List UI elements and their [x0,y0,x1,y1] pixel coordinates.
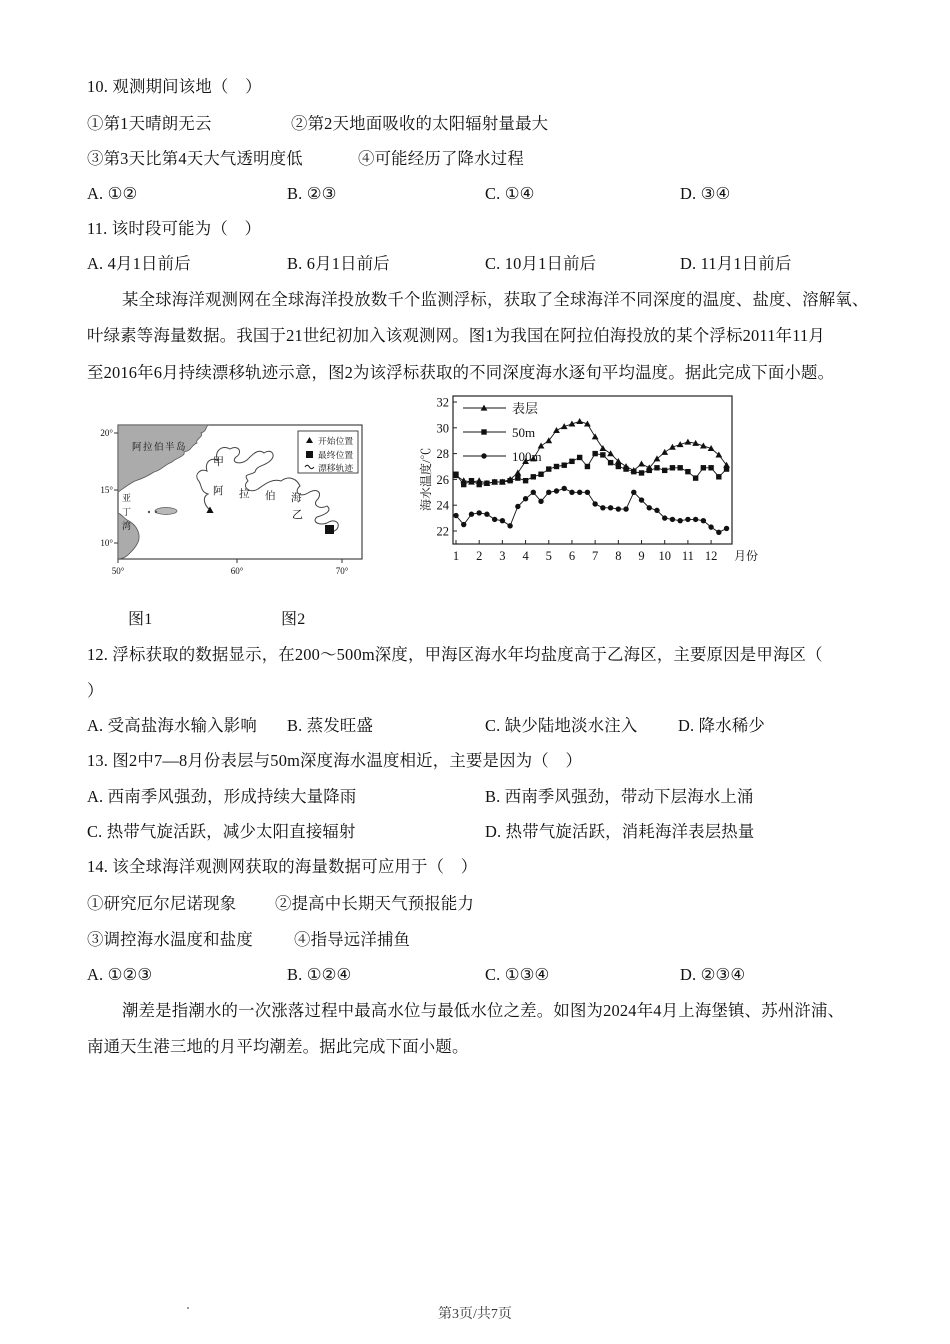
map-svg [100,415,400,580]
chart-ytick-label: 24 [436,498,449,513]
label-sea-char-4: 海 [291,493,302,504]
end-position-marker [325,525,334,534]
q10-option-d: D. ③④ [680,184,731,203]
q13-stem: 13. 图2中7—8月份表层与50m深度海水温度相近，主要是因为（ ） [87,751,583,770]
series-line-100m [456,488,727,532]
chart-xtick-label: 11 [681,549,694,563]
label-yi: 乙 [292,509,303,521]
legend-start-label: 开始位置 [318,436,354,446]
legend-end-label: 最终位置 [318,450,354,460]
q13-option-b: B. 西南季风强劲，带动下层海水上涌 [485,787,754,806]
label-sea-char-1: 阿 [213,486,224,497]
chart-ytick-label: 30 [436,421,449,436]
q12-option-a: A. 受高盐海水输入影响 [87,716,257,735]
label-jia: 甲 [213,456,224,468]
q10-stem: 10. 观测期间该地（ ） [87,77,262,96]
figure1-drift-map [100,415,400,580]
passage1-line2: 叶绿素等海量数据。我国于21世纪初加入该观测网。图1为我国在阿拉伯海投放的某个浮标2011年11月 [87,326,825,345]
chart-xtick-label: 1 [452,549,460,563]
chart-xtick-label: 5 [545,549,552,563]
chart-yaxis-title: 海水温度/℃ [419,447,433,511]
island-large [155,508,177,515]
q14-item-2: ②提高中长期天气预报能力 [275,894,475,913]
chart-ytick-label: 22 [436,524,449,539]
label-arabian-peninsula: 阿拉伯半岛 [132,443,188,453]
ytick-label-15: 15° [100,485,113,495]
xtick-label-70: 70° [335,566,349,576]
map-legend [298,431,358,473]
chart-xtick-label: 7 [592,549,599,563]
q13-option-d: D. 热带气旋活跃，消耗海洋表层热量 [485,822,755,841]
chart-legend-label: 50m [512,425,536,440]
passage1-line3: 至2016年6月持续漂移轨迹示意，图2为该浮标获取的不同深度海水逐旬平均温度。据此完成下面小题。 [87,363,835,382]
chart-ytick-label: 26 [436,472,449,487]
chart-svg [418,388,758,583]
ytick-label-20: 20° [100,428,113,438]
xtick-label-50: 50° [111,566,125,576]
q13-option-a: A. 西南季风强劲，形成持续大量降雨 [87,787,357,806]
q14-item-3: ③调控海水温度和盐度 [87,930,253,949]
chart-xtick-label: 9 [638,549,645,563]
q11-option-b: B. 6月1日前后 [287,254,390,273]
label-gulf-char-3: 湾 [122,521,132,531]
chart-xtick-label: 4 [522,549,529,563]
q12-stem-line1: 12. 浮标获取的数据显示，在200～500m深度，甲海区海水年均盐度高于乙海区，主要原因是甲海区（ [87,645,823,664]
series-markers-50m [453,429,729,487]
chart-xtick-label: 2 [476,549,483,563]
label-gulf-char-2: 丁 [122,507,132,517]
chart-legend-label: 表层 [512,401,539,416]
label-gulf-char-1: 亚 [122,493,132,503]
q10-option-c: C. ①④ [485,184,535,203]
chart-xtick-label: 10 [658,549,671,563]
ytick-label-10: 10° [100,538,113,548]
q14-item-4: ④指导远洋捕鱼 [294,930,411,949]
figure2-temperature-chart [418,388,758,588]
island-dot-2 [155,511,157,513]
q14-stem: 14. 该全球海洋观测网获取的海量数据可应用于（ ） [87,857,478,876]
q10-option-b: B. ②③ [287,184,337,203]
q11-stem: 11. 该时段可能为（ ） [87,219,262,238]
chart-ytick-label: 32 [436,395,449,410]
q12-option-d: D. 降水稀少 [678,716,765,735]
chart-xaxis-title: 月份 [734,549,758,563]
q14-option-d: D. ②③④ [680,965,746,984]
q14-option-b: B. ①②④ [287,965,352,984]
q10-item-2: ②第2天地面吸收的太阳辐射量最大 [291,114,549,133]
chart-xtick-label: 6 [568,549,576,563]
q14-item-1: ①研究厄尔尼诺现象 [87,894,237,913]
q11-option-d: D. 11月1日前后 [680,254,792,273]
q11-option-a: A. 4月1日前后 [87,254,191,273]
q11-option-c: C. 10月1日前后 [485,254,597,273]
q12-stem-line2: ） [87,681,104,700]
q10-option-a: A. ①② [87,184,138,203]
legend-end-icon [306,451,313,458]
q10-item-1: ①第1天晴朗无云 [87,114,212,133]
chart-ytick-label: 28 [436,447,449,462]
legend-track-label: 漂移轨迹 [318,463,354,473]
q10-item-3: ③第3天比第4天大气透明度低 [87,149,303,168]
q14-option-c: C. ①③④ [485,965,550,984]
figure2-caption: 图2 [281,611,306,628]
passage2-line1: 潮差是指潮水的一次涨落过程中最高水位与最低水位之差。如图为2024年4月上海堡镇、苏州浒浦、 [122,1001,845,1020]
q12-option-c: C. 缺少陆地淡水注入 [485,716,638,735]
figure1-caption: 图1 [128,611,153,628]
chart-xtick-label: 8 [615,549,622,563]
chart-xtick-label: 12 [704,549,718,563]
page-number: 第3页/共7页 [438,1307,512,1322]
chart-xtick-label: 3 [499,549,506,563]
passage1-line1: 某全球海洋观测网在全球海洋投放数千个监测浮标，获取了全球海洋不同深度的温度、盐度、溶解氧、 [122,290,869,309]
q10-item-4: ④可能经历了降水过程 [358,149,524,168]
passage2-line2: 南通天生港三地的月平均潮差。据此完成下面小题。 [87,1037,469,1056]
q14-option-a: A. ①②③ [87,965,153,984]
island-dot-1 [148,511,150,513]
xtick-label-60: 60° [230,566,244,576]
series-markers-100m [453,453,729,535]
q12-option-b: B. 蒸发旺盛 [287,716,374,735]
label-sea-char-3: 伯 [265,491,276,502]
chart-legend-label: 100m [512,449,542,464]
label-sea-char-2: 拉 [239,489,250,500]
q13-option-c: C. 热带气旋活跃，减少太阳直接辐射 [87,822,356,841]
